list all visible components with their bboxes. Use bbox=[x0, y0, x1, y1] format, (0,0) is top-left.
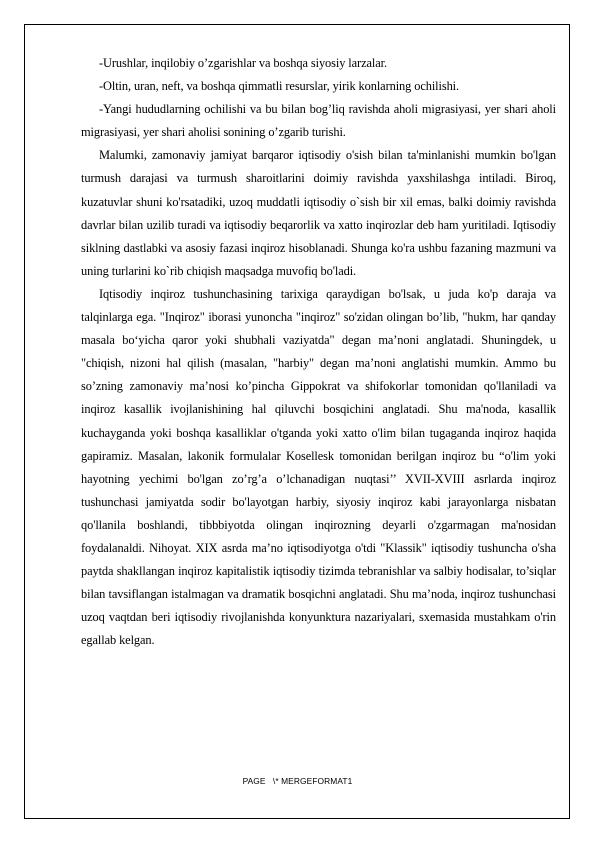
paragraph-migration: -Yangi hududlarning ochilishi va bu bilan bog’liq ravishda aholi migrasiyasi, yer shari aholi migrasiyasi, yer shari aholisi sonining o’zgarib turishi. bbox=[81, 102, 556, 140]
paragraph-crisis-history: Iqtisodiy inqiroz tushunchasining tarixiga qaraydigan bo'lsak, u juda ko'p daraja va talqinlarga ega. "Inqiroz" iborasi yunoncha "inqiroz" so'zidan olingan bo’lib, "hukm, har qanday masala bo‘yicha qaror yoki shubhali vaziyatda" degan ma’noni anglatadi. Shuningdek, u "chiqish, nizoni hal qilish (masalan, "harbiy" degan ma’noni anglatishi mumkin. Ammo bu so’zning zamonaviy ma’nosi ko’pincha Gippokrat va shifokorlar tomonidan qo'llaniladi va inqiroz kasallik ivojlanishining hal qiluvchi bosqichini anglatadi. Shu ma'noda, kasallik kuchayganda yoki boshqa kasalliklar o'tganda yoki xatto o'lim bilan tugaganda inqiroz haqida gapiramiz. Masalan, lakonik formulalar Kosellesk tomonidan berilgan inqiroz bu “o'lim yoki hayotning yechimi bo'lgan zo’rg’a o’lchanadigan nuqtasi’’ XVII-XVIII asrlarda inqiroz tushunchasi jamiyatda sodir bo'layotgan harbiy, siyosiy inqiroz kabi jarayonlarga nisbatan qo'llanila boshlandi, tibbbiyotda olingan inqirozning deyarli o'zgarmagan ma'nosidan foydalanaldi. Nihoyat. XIX asrda ma’no iqtisodiyotga o'tdi "Klassik" iqtisodiy tushuncha o'sha paytda shakllangan inqiroz kapitalistik iqtisodiy tizimda tebranishlar va salbiy hodisalar, to’siqlar bilan tavsiflangan istalmagan va dramatik bosqichni anglatadi. Shu ma’noda, inqiroz tushunchasi uzoq vaqtdan beri iqtisodiy rivojlanishda konyunktura nazariyalari, sxemasida mustahkam o'rin egallab kelgan. bbox=[81, 286, 556, 648]
paragraph-economic-growth: Malumki, zamonaviy jamiyat barqaror iqtisodiy o'sish bilan ta'minlanishi mumkin bo'lgan turmush darajasi va turmush sharoitlarini doimiy ravishda yaxshilashga intiladi. Biroq, kuzatuvlar shuni ko'rsatadiki, uzoq muddatli iqtisodiy o`sish bir xil emas, balki doimiy ravishda davrlar bilan uzilib turadi va iqtisodiy beqarorlik va xatto inqirozlar deb ham yuritiladi. Iqtisodiy siklning dastlabki va asosiy fazasi inqiroz hisoblanadi. Shunga ko'ra ushbu fazaning mazmuni va uning turlarini ko`rib chiqish maqsadga muvofiq bo'ladi. bbox=[81, 148, 556, 278]
document-body bbox=[81, 52, 556, 652]
paragraph-wars: -Urushlar, inqilobiy o’zgarishlar va boshqa siyosiy larzalar. bbox=[99, 56, 387, 70]
page-footer-field-code: PAGE \* MERGEFORMAT1 bbox=[242, 776, 353, 786]
paragraph-resources: -Oltin, uran, neft, va boshqa qimmatli resurslar, yirik konlarning ochilishi. bbox=[99, 79, 460, 94]
